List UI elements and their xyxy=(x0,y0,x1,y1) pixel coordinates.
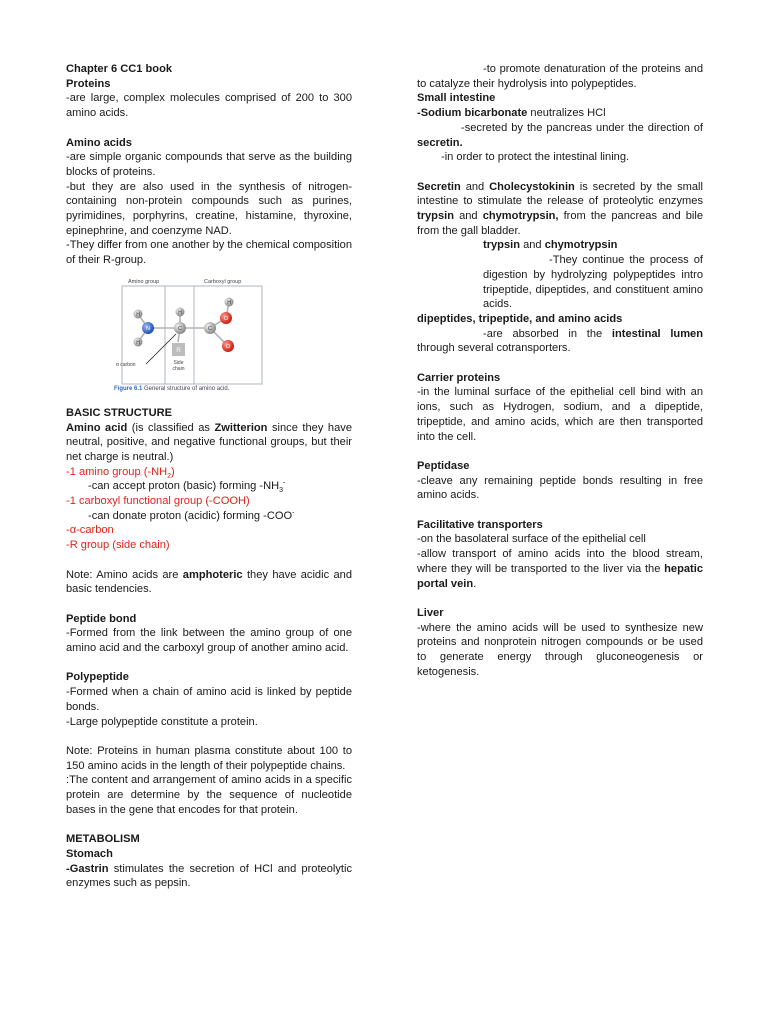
carboxyl-group-label: Carboxyl group xyxy=(204,278,242,285)
amino-acids-paragraph: -They differ from one another by the chemical composition of their R-group. xyxy=(66,239,352,267)
hydrogen-atom-label: H xyxy=(227,299,231,306)
r-atom-label: R xyxy=(176,347,181,354)
amino-group-label: Amino group xyxy=(128,278,160,285)
amino-acid-figure xyxy=(114,274,266,398)
nitrogen-atom-label: N xyxy=(146,325,150,332)
carbon-atom-label: C xyxy=(208,325,212,332)
document-title: Chapter 6 CC1 book xyxy=(66,63,173,75)
protect-lining-text: -in order to protect the intestinal lining. xyxy=(441,151,630,164)
carboxyl-group-item: -1 carboxyl functional group (-COOH) xyxy=(66,495,250,508)
zwitterion-paragraph: Amino acid (is classified as Zwitterion since they have neutral, positive, and negative functional groups, but their net charge is neutral.) xyxy=(66,421,352,463)
liver-heading: Liver xyxy=(417,606,444,619)
hydrogen-atom-label: H xyxy=(136,339,140,346)
plasma-note: Note: Proteins in human plasma constitute about 100 to 150 amino acids in the length of their polypeptide chains. xyxy=(66,744,352,772)
peptidase-text: -cleave any remaining peptide bonds resulting in free amino acids. xyxy=(417,474,703,502)
side-chain-label: Side xyxy=(173,359,184,366)
polypeptide-text: -Large polypeptide constitute a protein. xyxy=(66,715,258,728)
alpha-carbon-item: -α-carbon xyxy=(66,524,114,537)
amino-acid-diagram xyxy=(114,274,266,398)
accept-proton-text: -can accept proton (basic) forming $-NH_3^-$ xyxy=(88,479,286,495)
amino-acids-paragraph: -but they are also used in the synthesis of nitrogen-containing non-protein compounds such as purines, pyrimidines, porphyrins, creatine, histamine, thyroxine, epinephrine, and coenzyme NAD. xyxy=(66,180,352,237)
proteins-text: -are large, complex molecules comprised of 200 to 300 amino acids. xyxy=(66,92,352,120)
polypeptide-text: -Formed when a chain of amino acid is linked by peptide bonds. xyxy=(66,686,352,713)
denaturation-text: -to promote denaturation of the proteins and to catalyze their hydrolysis into polypeptides. xyxy=(417,63,703,90)
amino-group-item: -1 amino group $(-NH_2)$ xyxy=(66,465,175,480)
peptide-bond-heading: Peptide bond xyxy=(66,612,137,625)
carrier-proteins-text: -in the luminal surface of the epithelial cell bind with an ions, such as Hydrogen, sodium, and a dipeptide, tripeptide, and amino acids, which are then transported into the cell. xyxy=(417,386,703,443)
stomach-heading: Stomach xyxy=(66,847,113,860)
figure-caption xyxy=(114,386,229,393)
facilitative-transporters-text: -allow transport of amino acids into the blood stream, where they will be transported to the liver via the hepatic portal vein. xyxy=(417,548,703,590)
trypsin-chymotrypsin-subheading: trypsin and chymotrypsin xyxy=(483,239,618,252)
hydrogen-atom-label: H xyxy=(136,311,140,318)
polypeptide-heading: Polypeptide xyxy=(66,671,129,684)
amino-acids-paragraph: -are simple organic compounds that serve as the building blocks of proteins. xyxy=(66,151,352,178)
sodium-bicarbonate-text: -Sodium bicarbonate neutralizes HCl xyxy=(417,107,606,120)
r-group-item: -R group (side chain) xyxy=(66,539,170,552)
hydrogen-atom-label: H xyxy=(178,309,182,316)
amino-acids-heading: Amino acids xyxy=(66,136,132,149)
secretin-cholecystokinin-paragraph: Secretin and Cholecystokinin is secreted by the small intestine to stimulate the release of proteolytic enzymes trypsin and chymotrypsin, from the pancreas and bile from the gall bladder. xyxy=(417,180,703,237)
absorption-text: -are absorbed in the intestinal lumen through several cotransporters. xyxy=(417,327,704,355)
dipeptides-heading: dipeptides, tripeptide, and amino acids xyxy=(417,312,623,325)
donate-proton-text: -can donate proton (acidic) forming -COO- xyxy=(88,509,295,522)
carrier-proteins-heading: Carrier proteins xyxy=(417,371,501,384)
digestion-text: -They continue the process of digestion by hydrolyzing polypeptides intro tripeptide, dipeptides, and constituent amino acids. xyxy=(483,254,703,311)
proteins-heading: Proteins xyxy=(66,77,111,90)
left-column xyxy=(66,62,352,891)
peptidase-heading: Peptidase xyxy=(417,459,470,472)
figure-caption-text: General structure of amino acid. xyxy=(142,385,230,392)
facilitative-transporters-heading: Facilitative transporters xyxy=(417,518,543,531)
small-intestine-heading: Small intestine xyxy=(417,92,496,105)
gastrin-text: -Gastrin stimulates the secretion of HCl and proteolytic enzymes such as pepsin. xyxy=(66,862,352,890)
secretin-direction-text: -secreted by the pancreas under the direction of secretin. xyxy=(417,121,703,149)
metabolism-heading: METABOLISM xyxy=(66,833,140,846)
alpha-carbon-label: α carbon xyxy=(116,361,136,368)
oxygen-atom-label: O xyxy=(223,315,229,322)
liver-text: -where the amino acids will be used to synthesize new proteins and nonprotein nitrogen compounds or be used to generate energy through gluconeogenesis or ketogenesis. xyxy=(417,621,703,678)
amphoteric-note: Note: Amino acids are amphoteric they have acidic and basic tendencies. xyxy=(66,568,352,596)
figure-number: Figure 6.1 xyxy=(114,385,143,392)
peptide-bond-text: -Formed from the link between the amino group of one amino acid and the carboxyl group of another amino acid. xyxy=(66,627,352,655)
facilitative-transporters-text: -on the basolateral surface of the epithelial cell xyxy=(417,533,646,546)
oxygen-atom-label: O xyxy=(225,343,231,350)
alpha-carbon-pointer xyxy=(146,334,176,364)
side-chain-label: chain xyxy=(172,365,185,372)
right-column xyxy=(417,62,703,679)
sequence-note: :The content and arrangement of amino acids in a specific protein are determine by the sequence of nucleotide bases in the gene that encodes for that protein. xyxy=(66,774,352,816)
basic-structure-heading: BASIC STRUCTURE xyxy=(66,406,173,419)
carbon-atom-label: C xyxy=(178,325,182,332)
